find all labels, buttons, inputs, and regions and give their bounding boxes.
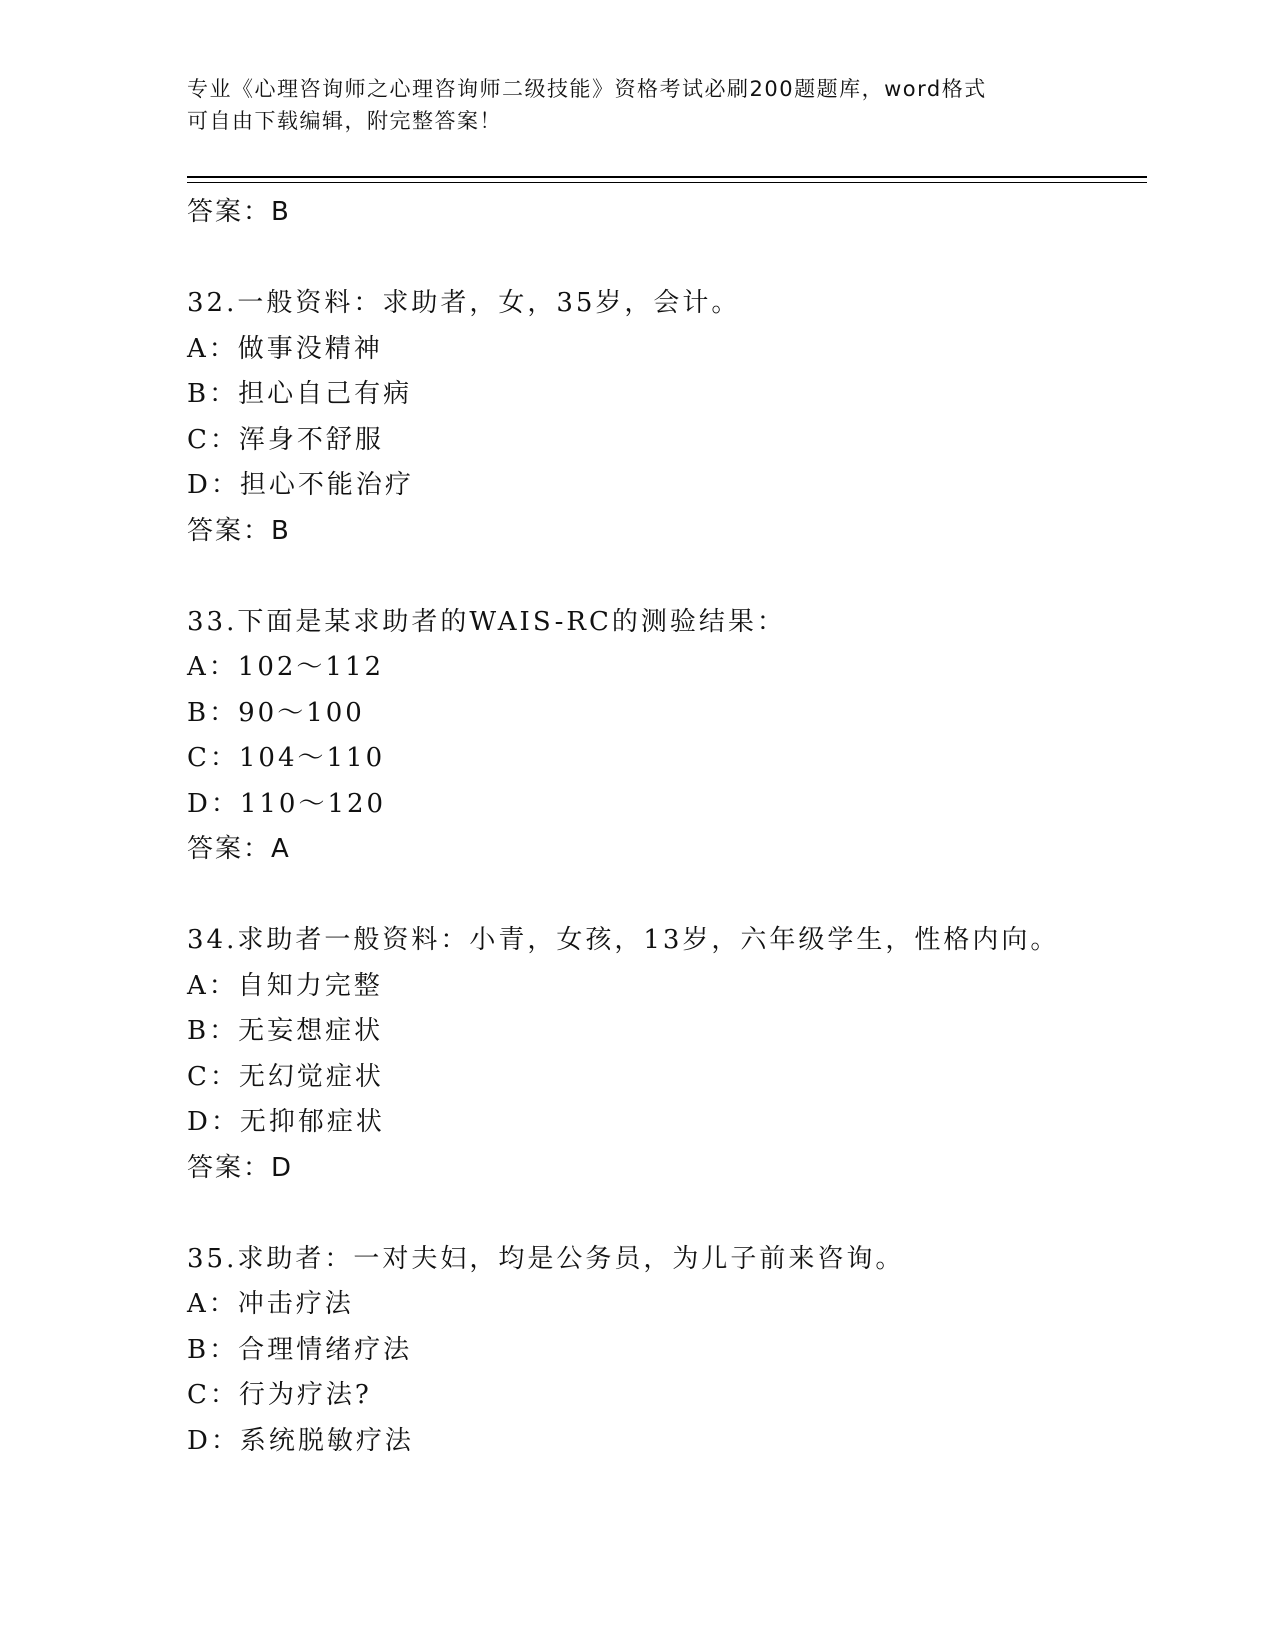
question-35 (187, 1237, 1147, 1465)
answer-line: 答案：B (187, 515, 291, 546)
option-a: A：做事没精神 (187, 333, 383, 364)
option-b: B：担心自己有病 (187, 379, 413, 409)
answer-line: 答案：D (187, 1152, 294, 1183)
question-stem: 32.一般资料：求助者，女，35岁，会计。 (187, 288, 741, 318)
header-title-line2: 可自由下载编辑，附完整答案！ (187, 109, 502, 133)
answer-line: 答案：B (187, 197, 291, 227)
question-list (187, 190, 1147, 1464)
option-d: D：无抑郁症状 (187, 1107, 385, 1137)
header-title-line1: 专业《心理咨询师之心理咨询师二级技能》资格考试必刷200题题库，word格式 (187, 77, 987, 101)
answer-line: 答案：A (187, 834, 291, 864)
option-d: D：系统脱敏疗法 (187, 1425, 414, 1456)
option-a: A：102～112 (187, 652, 385, 682)
option-c: C：行为疗法? (187, 1380, 372, 1410)
option-a: A：自知力完整 (187, 970, 383, 1001)
spacer (187, 873, 1147, 919)
question-stem: 33.下面是某求助者的WAIS-RC的测验结果： (187, 606, 786, 637)
question-stem: 34.求助者一般资料：小青，女孩，13岁，六年级学生，性格内向。 (187, 925, 1060, 955)
option-a: A：冲击疗法 (187, 1289, 354, 1319)
question-34 (187, 918, 1147, 1191)
option-d: D：担心不能治疗 (187, 470, 414, 500)
header-divider-thin (187, 182, 1147, 183)
header-divider-thick (187, 176, 1147, 178)
option-d: D：110～120 (187, 788, 387, 819)
question-32 (187, 281, 1147, 554)
option-b: B：90～100 (187, 697, 365, 728)
option-c: C：浑身不舒服 (187, 424, 384, 455)
question-33 (187, 600, 1147, 873)
option-c: C：104～110 (187, 743, 386, 773)
spacer (187, 554, 1147, 600)
option-b: B：合理情绪疗法 (187, 1334, 413, 1365)
page-header (187, 73, 1087, 137)
question-stem: 35.求助者：一对夫妇，均是公务员，为儿子前来咨询。 (187, 1243, 905, 1274)
spacer (187, 236, 1147, 282)
option-c: C：无幻觉症状 (187, 1061, 384, 1092)
spacer (187, 1191, 1147, 1237)
option-b: B：无妄想症状 (187, 1016, 384, 1046)
